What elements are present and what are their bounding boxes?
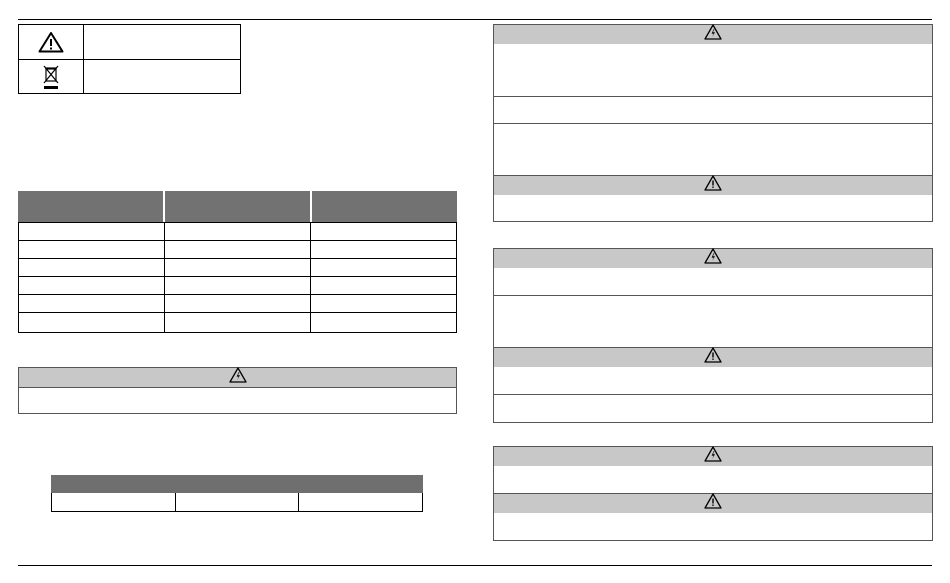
warning-text: [494, 466, 932, 493]
warning-header: [494, 175, 932, 195]
table-row: [19, 313, 456, 333]
electric-hazard-icon: [229, 367, 247, 388]
table-cell: [298, 493, 422, 511]
electric-hazard-icon: [704, 446, 722, 467]
table-cell: [19, 277, 164, 294]
table-cell: [310, 241, 456, 258]
warning-header: [494, 493, 932, 513]
column-header: [163, 191, 310, 222]
table-header: [18, 191, 457, 222]
warning-header: [494, 347, 932, 367]
table-cell: [310, 259, 456, 276]
table-cell: [164, 295, 310, 312]
table-cell: [164, 259, 310, 276]
electric-hazard-icon: [704, 24, 722, 45]
table-cell: [310, 295, 456, 312]
symbol-description: [85, 25, 240, 59]
top-rule: [18, 19, 932, 20]
symbol-row-weee: [19, 60, 240, 94]
table-cell: [164, 241, 310, 258]
symbol-table: [18, 24, 241, 94]
warning-text: [494, 96, 932, 123]
warning-text: [494, 268, 932, 295]
warning-triangle-icon: [704, 175, 722, 196]
column-header: [310, 191, 457, 222]
table-cell: [19, 223, 164, 240]
warning-text: [494, 513, 932, 541]
symbol-row-warning: [19, 25, 240, 60]
warning-header: [494, 447, 932, 466]
table-row: [19, 222, 456, 241]
warning-group: [493, 24, 933, 222]
table-cell: [19, 295, 164, 312]
table-row: [19, 277, 456, 295]
warning-text: [494, 367, 932, 394]
table-cell: [19, 313, 164, 332]
summary-table: [51, 475, 423, 512]
table-cell: [310, 223, 456, 240]
table-body: [18, 222, 457, 333]
table-cell: [175, 493, 299, 511]
table-cell: [164, 277, 310, 294]
electric-warning-box: [18, 367, 457, 414]
specification-table: [18, 191, 457, 333]
table-row: [51, 493, 423, 512]
bottom-rule: [18, 565, 932, 566]
warning-text: [494, 44, 932, 96]
warning-group: [493, 248, 933, 423]
electric-hazard-icon: [704, 248, 722, 269]
warning-text: [494, 123, 932, 175]
table-row: [19, 295, 456, 313]
warning-text: [494, 195, 932, 220]
table-row: [19, 259, 456, 277]
table-cell: [310, 277, 456, 294]
warning-text: [19, 387, 456, 413]
symbol-description: [85, 60, 240, 94]
table-row: [19, 241, 456, 259]
table-header: [51, 475, 423, 493]
table-cell: [164, 313, 310, 332]
warning-header: [19, 368, 456, 387]
warning-triangle-icon: [19, 25, 84, 59]
table-cell: [164, 223, 310, 240]
table-cell: [19, 259, 164, 276]
column-header: [18, 191, 163, 222]
warning-header: [494, 249, 932, 268]
table-cell: [52, 493, 175, 511]
warning-text: [494, 394, 932, 421]
table-cell: [310, 313, 456, 332]
warning-group: [493, 446, 933, 541]
warning-triangle-icon: [704, 347, 722, 368]
warning-header: [494, 25, 932, 44]
warning-text: [494, 295, 932, 347]
warning-triangle-icon: [704, 493, 722, 514]
table-cell: [19, 241, 164, 258]
crossed-bin-weee-icon: [19, 60, 84, 94]
